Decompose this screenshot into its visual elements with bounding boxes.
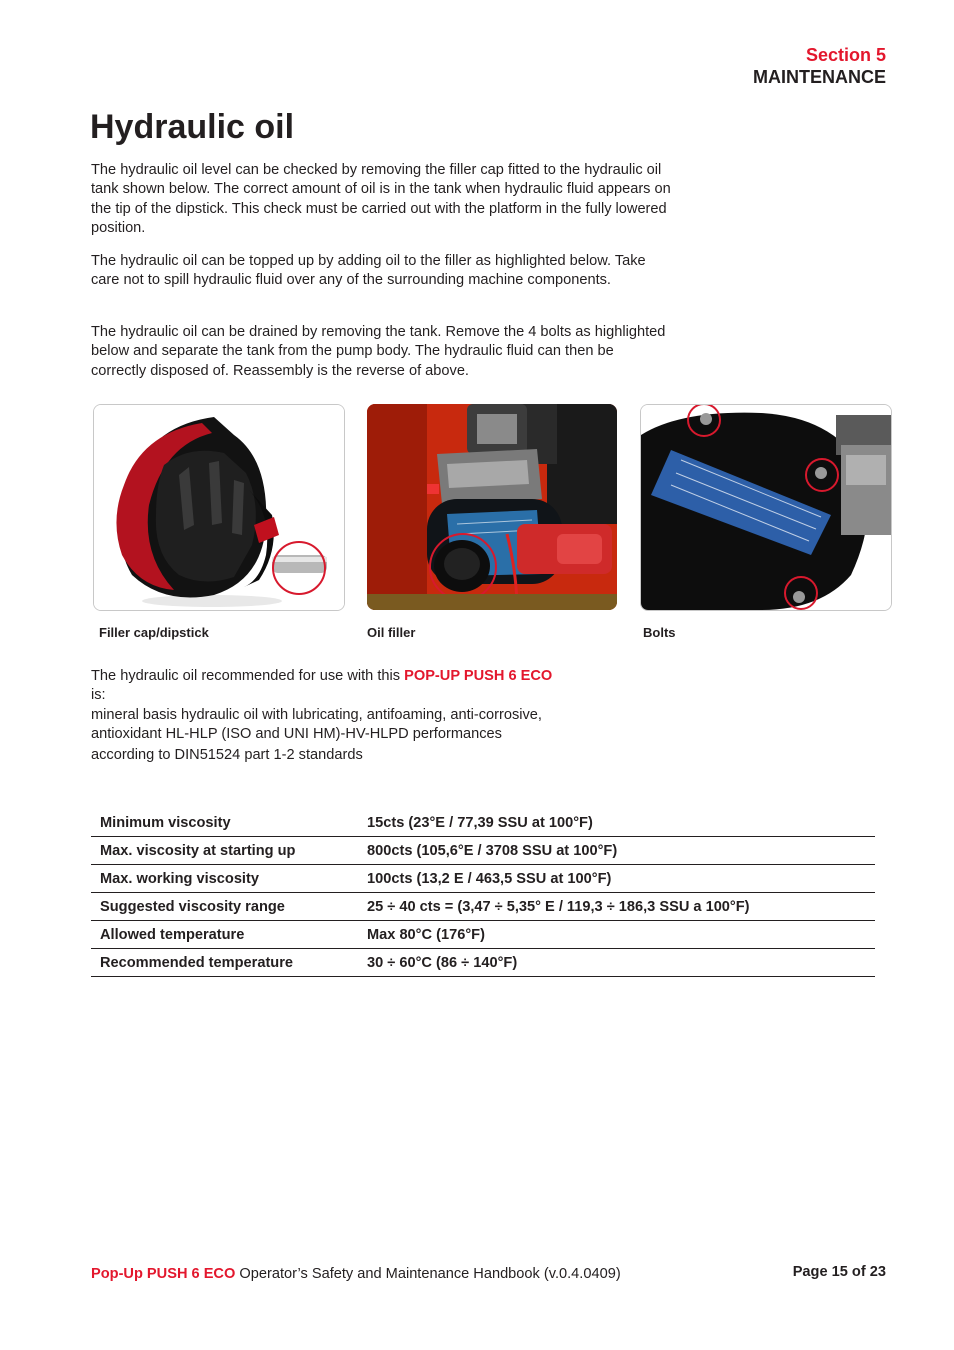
spec-label: Minimum viscosity — [91, 809, 367, 837]
caption-filler-cap: Filler cap/dipstick — [99, 625, 209, 640]
table-row — [91, 809, 875, 837]
recommendation-intro: The hydraulic oil recommended for use with this — [91, 668, 405, 684]
paragraph-top-up: The hydraulic oil can be topped up by adding oil to the filler as highlighted below. Take care not to spill hydraulic fluid over any of the surrounding machine components. — [91, 253, 646, 289]
section-name: MAINTENANCE — [753, 67, 886, 87]
table-row — [91, 893, 875, 921]
footer-brand: Pop-Up PUSH 6 ECO — [91, 1266, 236, 1282]
caption-bolts: Bolts — [643, 625, 676, 640]
filler-cap-photo — [93, 404, 345, 611]
table-row — [91, 949, 875, 977]
spec-value: 15cts (23°E / 77,39 SSU at 100°F) — [367, 809, 875, 837]
table-row — [91, 837, 875, 865]
section-number: Section 5 — [805, 45, 886, 65]
recommendation-intro-line — [91, 667, 651, 686]
page-number: Page 15 of 23 — [792, 1264, 886, 1280]
page-title: Hydraulic oil — [90, 108, 295, 146]
recommendation-line-1: mineral basis hydraulic oil with lubricating, antifoaming, anti-corrosive, — [91, 706, 542, 723]
spec-value: 30 ÷ 60°C (86 ÷ 140°F) — [367, 949, 875, 977]
spec-value: 25 ÷ 40 cts = (3,47 ÷ 5,35° E / 119,3 ÷ 186,3 SSU a 100°F) — [367, 893, 875, 921]
oil-recommendation — [91, 667, 651, 765]
viscosity-table — [91, 809, 875, 977]
paragraph-drain: The hydraulic oil can be drained by removing the tank. Remove the 4 bolts as highlighted below and separate the tank from the pump body. The hydraulic fluid can then be correctly disposed of. Reassembly is the reverse of above. — [91, 324, 666, 379]
spec-label: Recommended temperature — [91, 949, 367, 977]
spec-label: Max. viscosity at starting up — [91, 837, 367, 865]
footer-text: Operator’s Safety and Maintenance Handbook (v.0.4.0409) — [235, 1266, 621, 1282]
spec-value: Max 80°C (176°F) — [367, 921, 875, 949]
paragraph-check-level: The hydraulic oil level can be checked by removing the filler cap fitted to the hydraulic oil tank shown below. The correct amount of oil is in the tank when hydraulic fluid appears on the tip of the dipstick. This check must be carried out with the platform in the fully lowered position. — [91, 162, 671, 236]
caption-oil-filler: Oil filler — [367, 625, 416, 640]
recommendation-is: is: — [91, 687, 106, 704]
recommendation-line-3: according to DIN51524 part 1-2 standards — [91, 747, 363, 764]
recommendation-line-2: antioxidant HL-HLP (ISO and UNI HM)-HV-HLPD performances — [91, 725, 502, 742]
table-row — [91, 865, 875, 893]
spec-label: Allowed temperature — [91, 921, 367, 949]
spec-label: Max. working viscosity — [91, 865, 367, 893]
product-name: POP-UP PUSH 6 ECO — [404, 668, 553, 684]
tank-bolts-photo — [640, 404, 892, 611]
oil-filler-photo — [367, 404, 617, 610]
spec-value: 800cts (105,6°E / 3708 SSU at 100°F) — [367, 837, 875, 865]
section-header — [753, 44, 886, 88]
spec-label: Suggested viscosity range — [91, 893, 367, 921]
footer — [91, 1264, 621, 1284]
table-row — [91, 921, 875, 949]
spec-value: 100cts (13,2 E / 463,5 SSU at 100°F) — [367, 865, 875, 893]
